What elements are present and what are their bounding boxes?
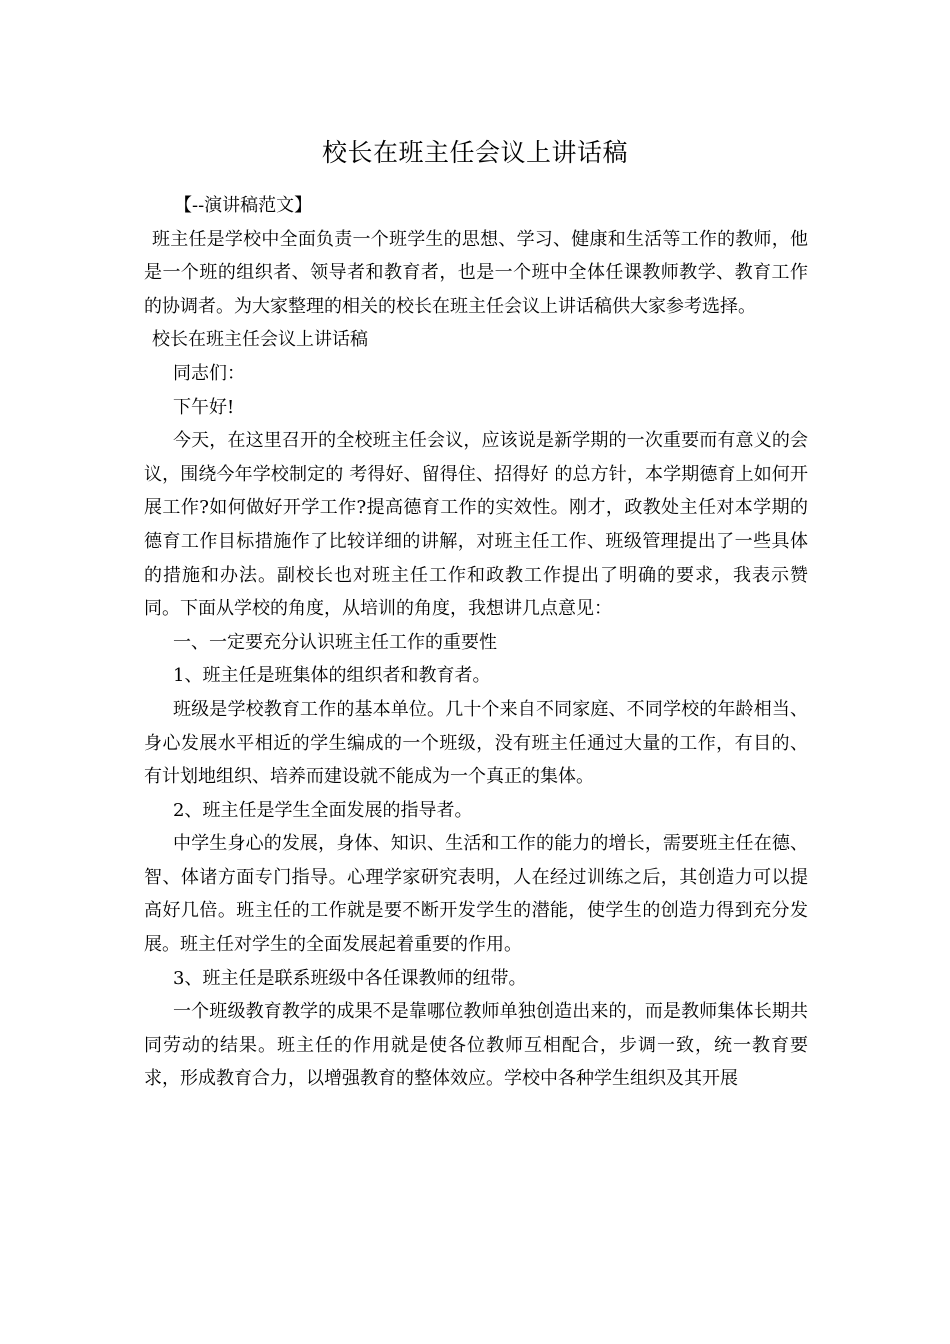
body-paragraph: 一个班级教育教学的成果不是靠哪位教师单独创造出来的，而是教师集体长期共同劳动的结果。班主任的作用就是使各位教师互相配合，步调一致，统一教育要求，形成教育合力，以增强教育的整体效应。学校中各种学生组织及其开展 — [144, 1001, 808, 1090]
category-tag: 【--演讲稿范文】 — [174, 195, 313, 216]
intro-paragraph: 班主任是学校中全面负责一个班学生的思想、学习、健康和生活等工作的教师，他是一个班的组织者、领导者和教育者，也是一个班中全体任课教师教学、教育工作的协调者。为大家整理的相关的校长在班主任会议上讲话稿供大家参考选择。 — [144, 228, 808, 317]
body-paragraph: 中学生身心的发展，身体、知识、生活和工作的能力的增长，需要班主任在德、智、体诸方面专门指导。心理学家研究表明，人在经过训练之后，其创造力可以提高好几倍。班主任的工作就是要不断开发学生的潜能，使学生的创造力得到充分发展。班主任对学生的全面发展起着重要的作用。 — [144, 833, 808, 956]
document-body — [144, 189, 808, 1096]
salutation: 同志们： — [173, 362, 245, 384]
greeting: 下午好! — [173, 396, 235, 418]
body-paragraph: 今天，在这里召开的全校班主任会议，应该说是新学期的一次重要而有意义的会议，围绕今年学校制定的 考得好、留得住、招得好 的总方针，本学期德育上如何开展工作?如何做好开学工作?提高德育工作的实效性。刚才，政教处主任对本学期的德育工作目标措施作了比较详细的讲解，对班主任工作、班级管理提出了一些具体的措施和办法。副校长也对班主任工作和政教工作提出了明确的要求，我表示赞同。下面从学校的角度，从培训的角度，我想讲几点意见： — [144, 430, 808, 620]
speech-subtitle: 校长在班主任会议上讲话稿 — [152, 329, 368, 351]
point-heading: 2、班主任是学生全面发展的指导者。 — [173, 799, 473, 821]
document-title: 校长在班主任会议上讲话稿 — [321, 138, 628, 167]
body-paragraph: 班级是学校教育工作的基本单位。几十个来自不同家庭、不同学校的年龄相当、身心发展水平相近的学生编成的一个班级，没有班主任通过大量的工作，有目的、有计划地组织、培养而建设就不能成为一个真正的集体。 — [144, 698, 808, 788]
section-heading: 一、一定要充分认识班主任工作的重要性 — [173, 631, 497, 653]
point-heading: 3、班主任是联系班级中各任课教师的纽带。 — [173, 967, 527, 989]
point-heading: 1、班主任是班集体的组织者和教育者。 — [173, 665, 491, 687]
